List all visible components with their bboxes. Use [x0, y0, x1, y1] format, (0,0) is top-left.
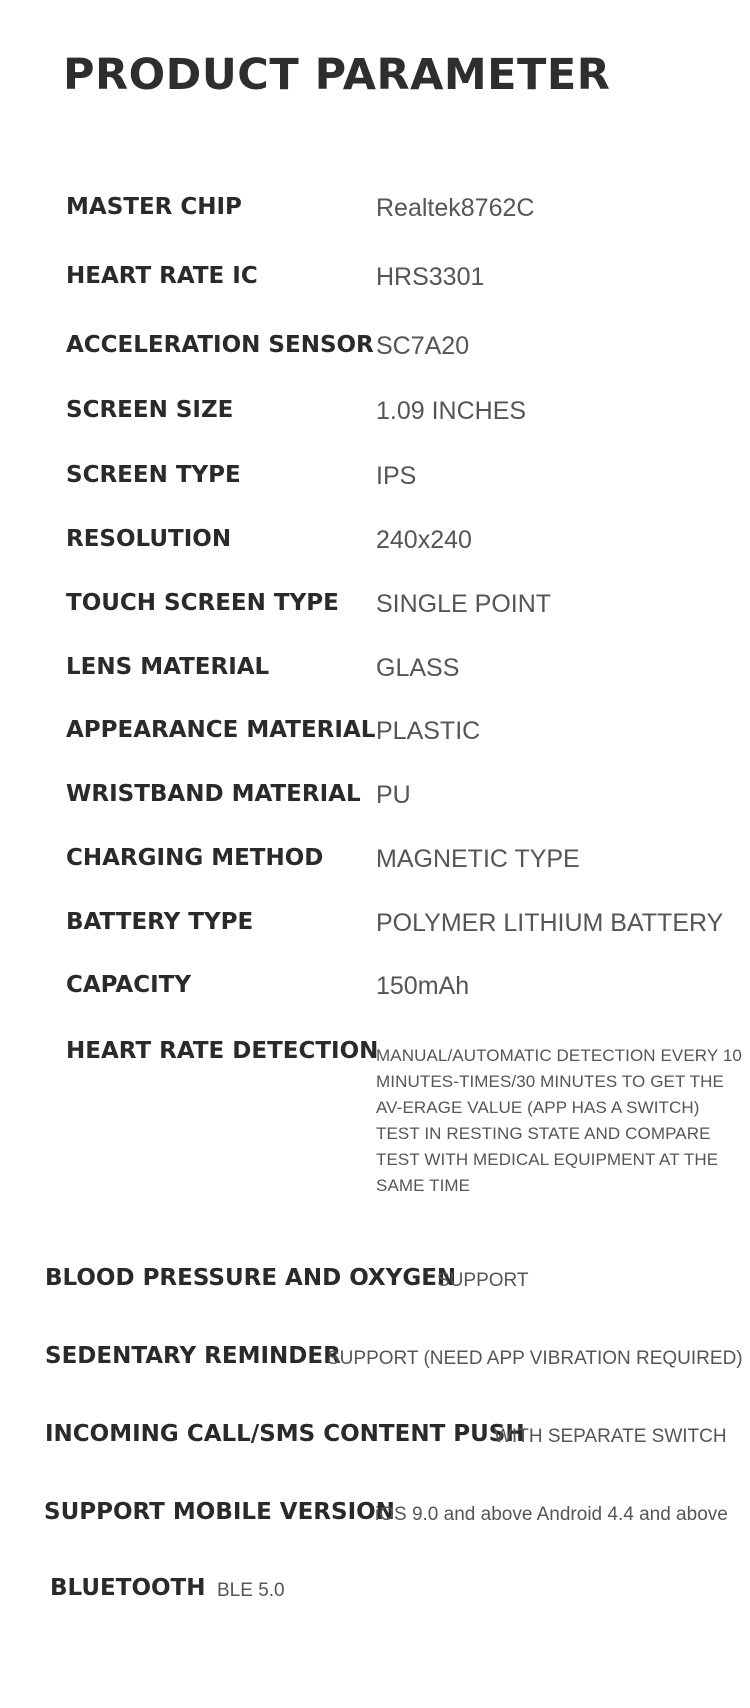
spec-label: TOUCH SCREEN TYPE [66, 590, 339, 616]
spec-value: 1.09 INCHES [376, 397, 527, 425]
spec-value: 240x240 [376, 526, 472, 554]
feature-label: BLOOD PRESSURE AND OXYGEN [45, 1265, 457, 1291]
spec-value: IPS [376, 462, 417, 490]
page-title: PRODUCT PARAMETER [63, 50, 611, 100]
feature-value: SUPPORT [437, 1270, 529, 1291]
spec-value: MANUAL/AUTOMATIC DETECTION EVERY 10 MINUTES-TIMES/30 MINUTES TO GET THE AV-ERAGE VALUE (APP HAS A SWITCH) TEST IN RESTING STATE AND COMPARE TEST WITH MEDICAL EQUIPMENT AT THE SAME TIME [376, 1046, 742, 1195]
spec-label: WRISTBAND MATERIAL [66, 781, 361, 807]
feature-label: BLUETOOTH [50, 1575, 206, 1601]
feature-value: iOS 9.0 and above Android 4.4 and above [375, 1504, 728, 1525]
feature-value: BLE 5.0 [217, 1580, 285, 1601]
spec-label: CAPACITY [66, 972, 192, 998]
spec-value: 150mAh [376, 972, 470, 1000]
spec-label: RESOLUTION [66, 526, 232, 552]
spec-value: SC7A20 [376, 332, 470, 360]
spec-value: PLASTIC [376, 717, 481, 745]
spec-label: CHARGING METHOD [66, 845, 324, 871]
spec-label: SCREEN TYPE [66, 462, 241, 488]
spec-value: HRS3301 [376, 263, 485, 291]
spec-value: POLYMER LITHIUM BATTERY [376, 909, 724, 937]
spec-label: LENS MATERIAL [66, 654, 270, 680]
spec-label: HEART RATE IC [66, 263, 258, 289]
spec-label: APPEARANCE MATERIAL [66, 717, 376, 743]
spec-label: BATTERY TYPE [66, 909, 254, 935]
feature-value: WITH SEPARATE SWITCH [494, 1426, 727, 1447]
feature-label: INCOMING CALL/SMS CONTENT PUSH [45, 1421, 525, 1447]
feature-value: SUPPORT (NEED APP VIBRATION REQUIRED) [327, 1348, 743, 1369]
spec-value: GLASS [376, 654, 460, 682]
spec-value: SINGLE POINT [376, 590, 552, 618]
spec-value: Realtek8762C [376, 194, 535, 222]
spec-label: ACCELERATION SENSOR [66, 332, 374, 358]
feature-label: SUPPORT MOBILE VERSION [44, 1499, 395, 1525]
spec-label: MASTER CHIP [66, 194, 242, 220]
feature-label: SEDENTARY REMINDER [45, 1343, 341, 1369]
spec-value: PU [376, 781, 411, 809]
spec-value: MAGNETIC TYPE [376, 845, 580, 873]
spec-label: SCREEN SIZE [66, 397, 234, 423]
spec-label: HEART RATE DETECTION [66, 1038, 379, 1064]
